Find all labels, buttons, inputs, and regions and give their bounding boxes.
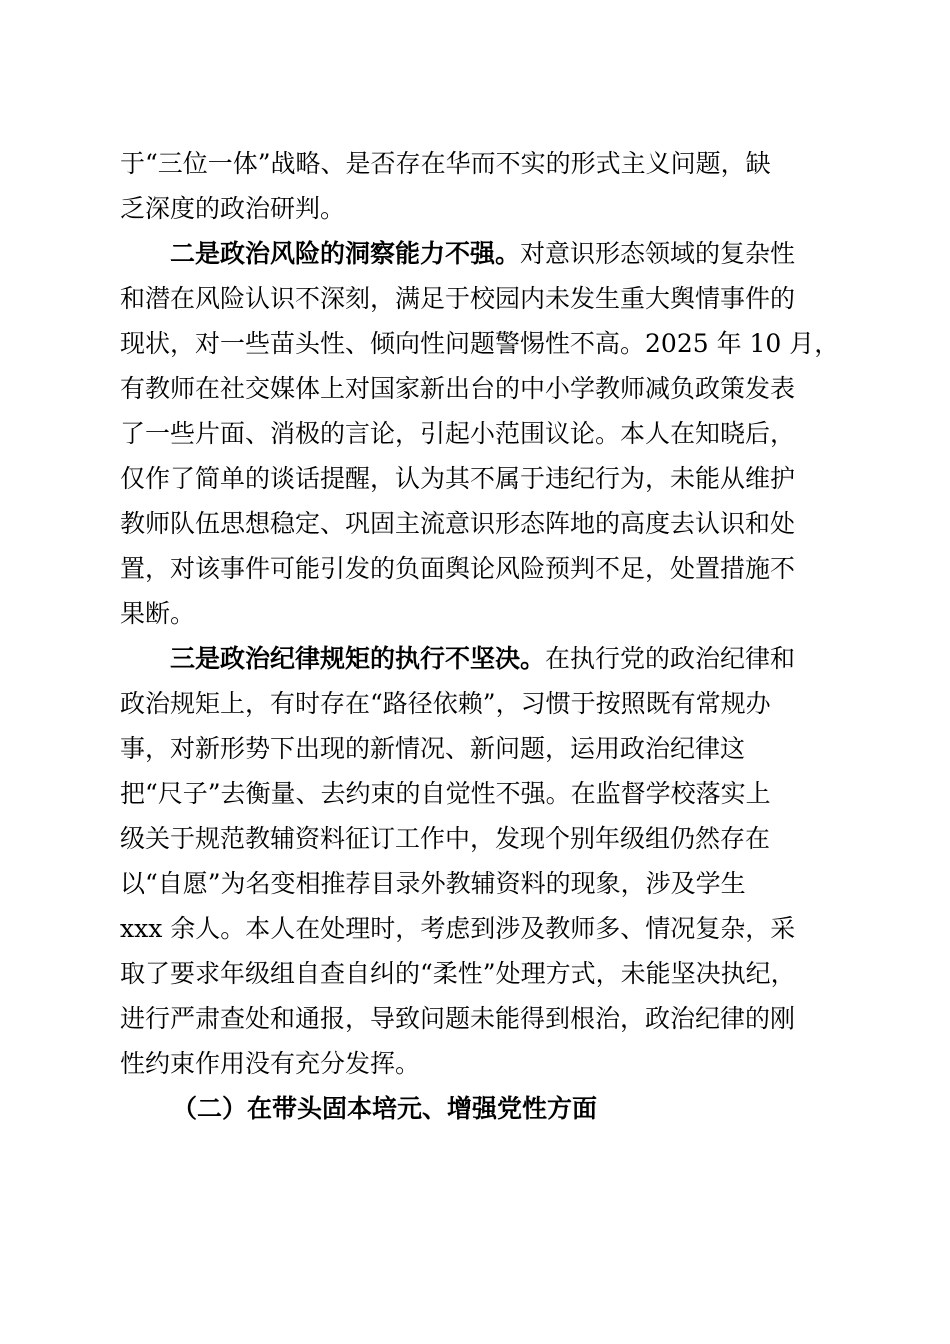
text-line: 政治规矩上，有时存在“路径依赖”，习惯于按照既有常规办 xyxy=(120,689,771,718)
paragraph-2-lead: 二是政治风险的洞察能力不强。 xyxy=(170,239,521,268)
paragraph-2-rest: 对意识形态领域的复杂性 xyxy=(520,239,796,268)
text-line: 事，对新形势下出现的新情况、新问题，运用政治纪律这 xyxy=(120,734,746,763)
text-line: 了一些片面、消极的言论，引起小范围议论。本人在知晓后， xyxy=(120,419,796,448)
paragraph-3-lead: 三是政治纪律规矩的执行不坚决。 xyxy=(170,644,546,673)
paragraph-2-first-line xyxy=(170,234,840,274)
text-line: xxx 余人。本人在处理时，考虑到涉及教师多、情况复杂，采 xyxy=(120,914,796,943)
text-line: 和潜在风险认识不深刻，满足于校园内未发生重大舆情事件的 xyxy=(120,284,796,313)
paragraph-3-first-line xyxy=(170,639,840,679)
text-line: 有教师在社交媒体上对国家新出台的中小学教师减负政策发表 xyxy=(120,374,796,403)
text-line: 现状，对一些苗头性、倾向性问题警惕性不高。2025 年 10 月， xyxy=(120,329,840,358)
text-line: 于“三位一体”战略、是否存在华而不实的形式主义问题，缺 xyxy=(120,149,771,178)
text-line: 果断。 xyxy=(120,599,196,628)
paragraph-3-rest: 在执行党的政治纪律和 xyxy=(545,644,796,673)
text-line: 级关于规范教辅资料征订工作中，发现个别年级组仍然存在 xyxy=(120,824,771,853)
text-line: 教师队伍思想稳定、巩固主流意识形态阵地的高度去认识和处 xyxy=(120,509,796,538)
text-line: 置，对该事件可能引发的负面舆论风险预判不足，处置措施不 xyxy=(120,554,796,583)
text-line: 乏深度的政治研判。 xyxy=(120,194,346,223)
text-line: 以“自愿”为名变相推荐目录外教辅资料的现象，涉及学生 xyxy=(120,869,746,898)
text-line: 性约束作用没有充分发挥。 xyxy=(120,1049,421,1078)
text-line: 把“尺子”去衡量、去约束的自觉性不强。在监督学校落实上 xyxy=(120,779,771,808)
text-line: 进行严肃查处和通报，导致问题未能得到根治，政治纪律的刚 xyxy=(120,1004,796,1033)
text-line: 取了要求年级组自查自纠的“柔性”处理方式，未能坚决执纪， xyxy=(120,959,796,988)
section-subheading: （二）在带头固本培元、增强党性方面 xyxy=(172,1094,598,1123)
text-line: 仅作了简单的谈话提醒，认为其不属于违纪行为，未能从维护 xyxy=(120,464,796,493)
